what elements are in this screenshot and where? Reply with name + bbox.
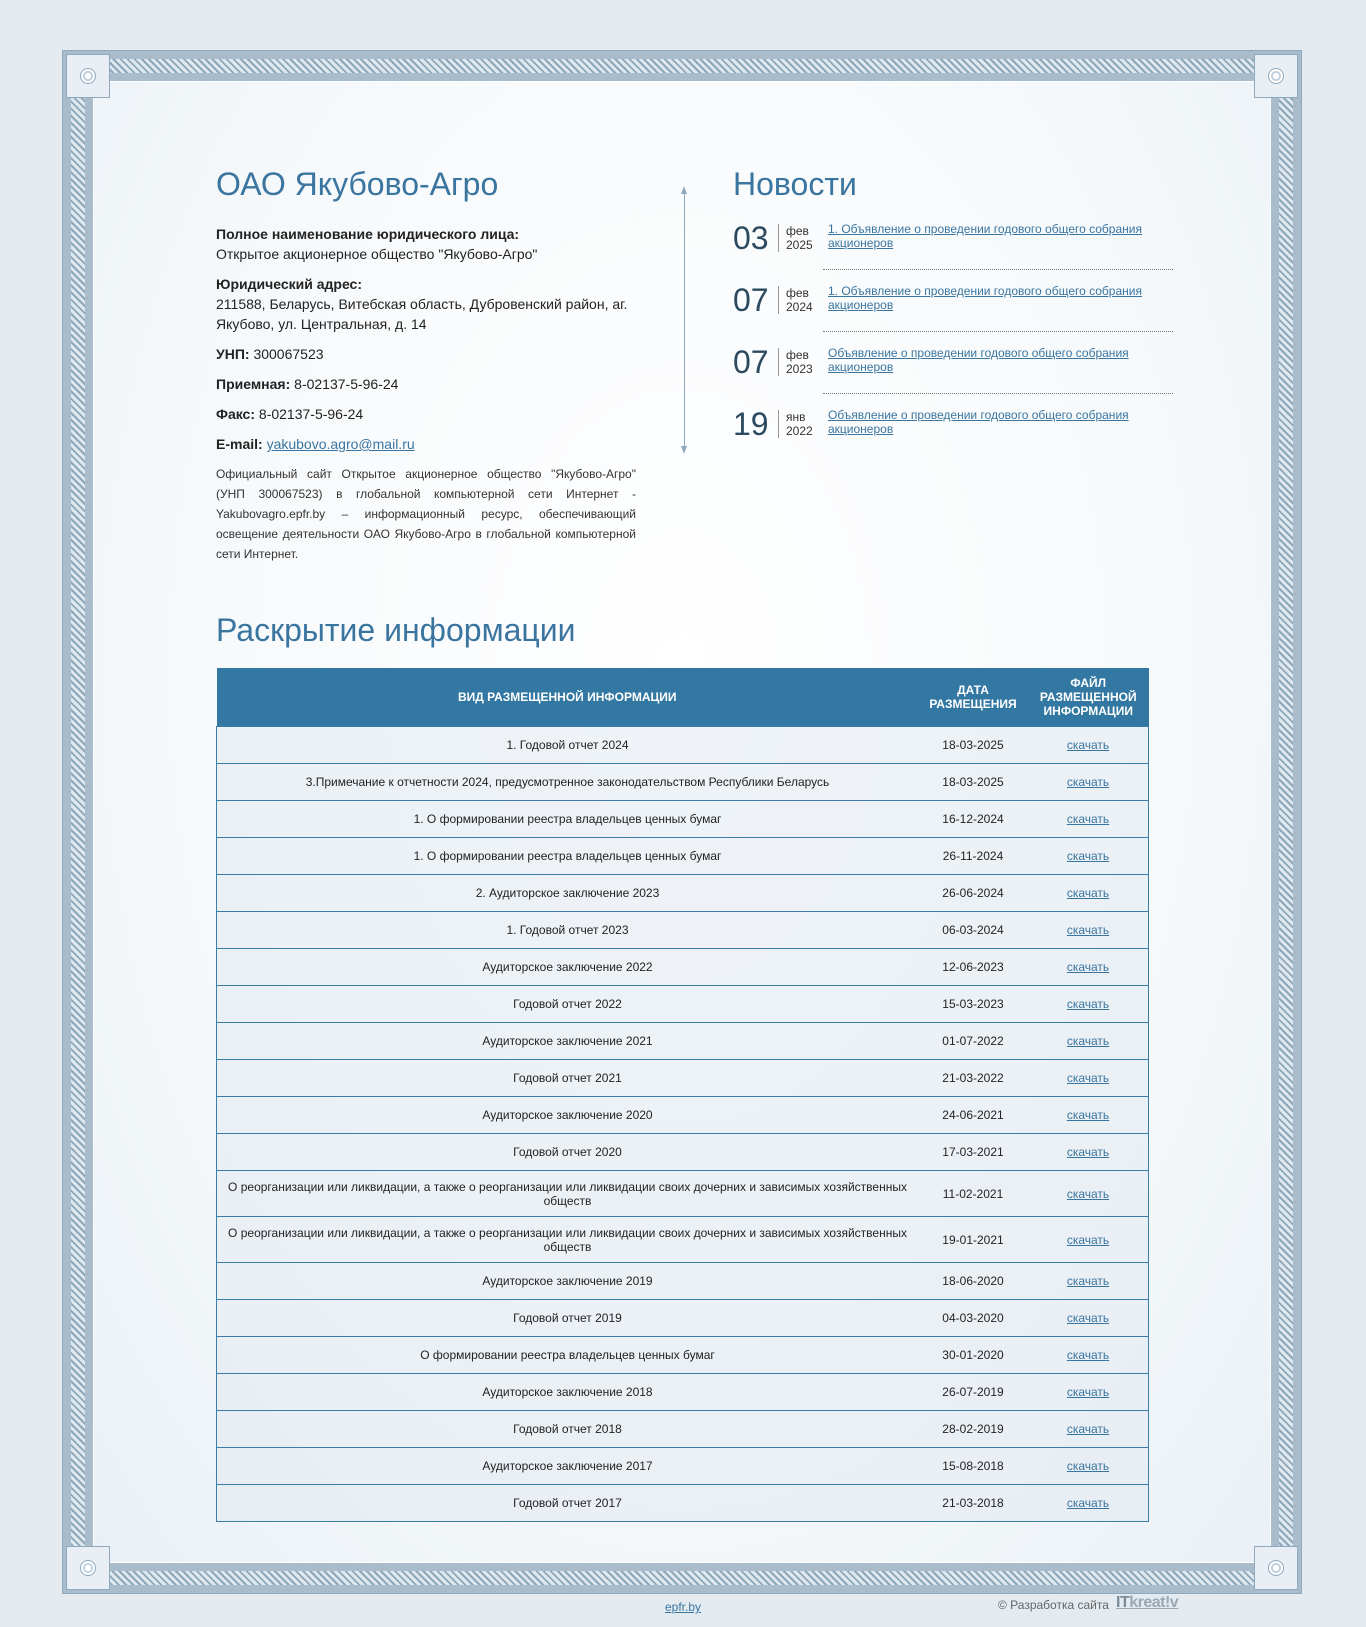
table-row (217, 949, 1149, 986)
unp-value: 300067523 (253, 346, 324, 362)
news-separator (823, 393, 1173, 394)
download-link[interactable]: скачать (1066, 1422, 1110, 1436)
row-file (1028, 1217, 1149, 1263)
download-link[interactable]: скачать (1066, 923, 1110, 937)
news-year: 2023 (786, 362, 813, 376)
news-month-year (778, 286, 813, 314)
fax-label: Факс: (216, 406, 256, 422)
row-file (1028, 986, 1149, 1023)
download-link[interactable]: скачать (1066, 997, 1110, 1011)
row-type: Годовой отчет 2022 (217, 986, 919, 1023)
row-file (1028, 875, 1149, 912)
download-link[interactable]: скачать (1066, 849, 1110, 863)
table-row (217, 1337, 1149, 1374)
row-type: Годовой отчет 2019 (217, 1300, 919, 1337)
about-text: Официальный сайт Открытое акционерное общество "Якубово-Агро" (УНП 300067523) в глобальной компьютерной сети Интернет - Yakubovagro.epfr.by – информационный ресурс, обеспечивающий освещение деятельности ОАО Якубово-Агро в глобальной компьютерной сети Интернет. (216, 467, 636, 561)
table-row (217, 875, 1149, 912)
table-row (217, 1448, 1149, 1485)
row-date: 24-06-2021 (918, 1097, 1028, 1134)
row-date: 12-06-2023 (918, 949, 1028, 986)
row-type: О реорганизации или ликвидации, а также о реорганизации или ликвидации своих дочерних и зависимых хозяйственных обществ (217, 1217, 919, 1263)
row-type: 3.Примечание к отчетности 2024, предусмотренное законодательством Республики Беларусь (217, 764, 919, 801)
footer-epfr-link[interactable]: epfr.by (665, 1600, 702, 1614)
row-file (1028, 1171, 1149, 1217)
column-divider (684, 190, 685, 450)
news-day: 07 (733, 282, 769, 318)
header-date: ДАТА РАЗМЕЩЕНИЯ (918, 668, 1028, 727)
table-row (217, 1171, 1149, 1217)
table-row (217, 1060, 1149, 1097)
table-row (217, 801, 1149, 838)
company-title: ОАО Якубово-Агро (216, 166, 499, 202)
table-row (217, 1097, 1149, 1134)
news-month-year (778, 348, 813, 376)
full-name-value: Открытое акционерное общество "Якубово-Агро" (216, 246, 538, 262)
table-row (217, 1134, 1149, 1171)
news-item (733, 340, 1173, 402)
header-file: ФАЙЛ РАЗМЕЩЕННОЙ ИНФОРМАЦИИ (1028, 668, 1149, 727)
row-file (1028, 1374, 1149, 1411)
news-link[interactable]: 1. Объявление о проведении годового общего собрания акционеров (828, 222, 1142, 250)
row-type: О реорганизации или ликвидации, а также о реорганизации или ликвидации своих дочерних и зависимых хозяйственных обществ (217, 1171, 919, 1217)
download-link[interactable]: скачать (1066, 886, 1110, 900)
disclosure-table (216, 668, 1149, 1522)
row-file (1028, 764, 1149, 801)
email-label: E-mail: (216, 436, 263, 452)
news-month: фев (786, 348, 809, 362)
row-type: 1. О формировании реестра владельцев ценных бумаг (217, 801, 919, 838)
news-list (733, 216, 1173, 464)
row-file (1028, 1023, 1149, 1060)
fax-value: 8-02137-5-96-24 (258, 406, 364, 422)
address-value: 211588, Беларусь, Витебская область, Дубровенский район, аг. Якубово, ул. Центральная, д. 14 (216, 296, 628, 332)
download-link[interactable]: скачать (1066, 738, 1110, 752)
news-title: Новости (733, 166, 857, 202)
logo-it-text: IT (1116, 1594, 1130, 1611)
table-row (217, 727, 1149, 764)
download-link[interactable]: скачать (1066, 1108, 1110, 1122)
table-row (217, 838, 1149, 875)
address-label: Юридический адрес: (216, 276, 362, 292)
row-date: 15-03-2023 (918, 986, 1028, 1023)
row-type: Годовой отчет 2020 (217, 1134, 919, 1171)
row-file (1028, 801, 1149, 838)
news-link[interactable]: 1. Объявление о проведении годового общего собрания акционеров (828, 284, 1142, 312)
row-date: 11-02-2021 (918, 1171, 1028, 1217)
logo-rest-text: kreat!v (1129, 1594, 1179, 1611)
email-link[interactable]: yakubovo.agro@mail.ru (266, 436, 415, 452)
row-file (1028, 949, 1149, 986)
download-link[interactable]: скачать (1066, 812, 1110, 826)
row-type: 1. Годовой отчет 2023 (217, 912, 919, 949)
table-row (217, 986, 1149, 1023)
table-row (217, 1263, 1149, 1300)
row-file (1028, 1337, 1149, 1374)
row-date: 18-03-2025 (918, 727, 1028, 764)
row-type: 1. Годовой отчет 2024 (217, 727, 919, 764)
news-item (733, 216, 1173, 278)
row-date: 06-03-2024 (918, 912, 1028, 949)
row-type: Годовой отчет 2017 (217, 1485, 919, 1522)
download-link[interactable]: скачать (1066, 1274, 1110, 1288)
row-type: Годовой отчет 2018 (217, 1411, 919, 1448)
news-separator (823, 331, 1173, 332)
news-month: фев (786, 286, 809, 300)
row-file (1028, 838, 1149, 875)
table-row (217, 1300, 1149, 1337)
table-header-row (217, 668, 1149, 727)
row-date: 30-01-2020 (918, 1337, 1028, 1374)
row-type: 1. О формировании реестра владельцев ценных бумаг (217, 838, 919, 875)
row-file (1028, 912, 1149, 949)
download-link[interactable]: скачать (1066, 1145, 1110, 1159)
news-month-year (778, 224, 813, 252)
row-file (1028, 727, 1149, 764)
company-info (216, 224, 636, 564)
row-file (1028, 1411, 1149, 1448)
news-year: 2024 (786, 300, 813, 314)
news-year: 2022 (786, 424, 813, 438)
row-date: 01-07-2022 (918, 1023, 1028, 1060)
row-date: 18-06-2020 (918, 1263, 1028, 1300)
row-date: 26-06-2024 (918, 875, 1028, 912)
full-name-label: Полное наименование юридического лица: (216, 226, 520, 242)
download-link[interactable]: скачать (1066, 1232, 1110, 1247)
row-date: 17-03-2021 (918, 1134, 1028, 1171)
row-type: Аудиторское заключение 2021 (217, 1023, 919, 1060)
download-link[interactable]: скачать (1066, 960, 1110, 974)
row-type: Аудиторское заключение 2020 (217, 1097, 919, 1134)
table-row (217, 912, 1149, 949)
row-type: Аудиторское заключение 2018 (217, 1374, 919, 1411)
row-date: 28-02-2019 (918, 1411, 1028, 1448)
disclosure-title: Раскрытие информации (216, 612, 576, 648)
unp-label: УНП: (216, 346, 250, 362)
reception-value: 8-02137-5-96-24 (294, 376, 399, 392)
row-date: 19-01-2021 (918, 1217, 1028, 1263)
row-date: 26-07-2019 (918, 1374, 1028, 1411)
row-date: 15-08-2018 (918, 1448, 1028, 1485)
row-file (1028, 1263, 1149, 1300)
row-file (1028, 1448, 1149, 1485)
row-type: О формировании реестра владельцев ценных бумаг (217, 1337, 919, 1374)
news-item (733, 402, 1173, 464)
table-row (217, 1023, 1149, 1060)
row-type: Аудиторское заключение 2022 (217, 949, 919, 986)
download-link[interactable]: скачать (1066, 775, 1110, 789)
row-type: 2. Аудиторское заключение 2023 (217, 875, 919, 912)
download-link[interactable]: скачать (1066, 1034, 1110, 1048)
footer-developer-label: © Разработка сайта (998, 1598, 1109, 1612)
row-type: Аудиторское заключение 2017 (217, 1448, 919, 1485)
download-link[interactable]: скачать (1066, 1385, 1110, 1399)
table-row (217, 1411, 1149, 1448)
row-date: 21-03-2018 (918, 1485, 1028, 1522)
news-year: 2025 (786, 238, 813, 252)
row-date: 21-03-2022 (918, 1060, 1028, 1097)
table-row (217, 764, 1149, 801)
row-type: Аудиторское заключение 2019 (217, 1263, 919, 1300)
download-link[interactable]: скачать (1066, 1311, 1110, 1325)
table-row (217, 1485, 1149, 1522)
news-month: фев (786, 224, 809, 238)
news-link[interactable]: Объявление о проведении годового общего собрания акционеров (828, 408, 1129, 436)
download-link[interactable]: скачать (1066, 1348, 1110, 1362)
news-month: янв (786, 410, 806, 424)
news-day: 19 (733, 406, 769, 442)
download-link[interactable]: скачать (1066, 1186, 1110, 1201)
row-file (1028, 1097, 1149, 1134)
download-link[interactable]: скачать (1066, 1496, 1110, 1510)
developer-logo[interactable] (1116, 1594, 1178, 1612)
news-day: 03 (733, 220, 769, 256)
row-file (1028, 1134, 1149, 1171)
row-date: 16-12-2024 (918, 801, 1028, 838)
download-link[interactable]: скачать (1066, 1071, 1110, 1085)
header-type: ВИД РАЗМЕЩЕННОЙ ИНФОРМАЦИИ (217, 668, 919, 727)
row-date: 18-03-2025 (918, 764, 1028, 801)
row-file (1028, 1300, 1149, 1337)
table-row (217, 1374, 1149, 1411)
news-separator (823, 269, 1173, 270)
row-date: 04-03-2020 (918, 1300, 1028, 1337)
row-type: Годовой отчет 2021 (217, 1060, 919, 1097)
row-file (1028, 1060, 1149, 1097)
news-link[interactable]: Объявление о проведении годового общего собрания акционеров (828, 346, 1129, 374)
news-month-year (778, 410, 813, 438)
news-day: 07 (733, 344, 769, 380)
reception-label: Приемная: (216, 376, 291, 392)
news-item (733, 278, 1173, 340)
download-link[interactable]: скачать (1066, 1459, 1110, 1473)
row-file (1028, 1485, 1149, 1522)
row-date: 26-11-2024 (918, 838, 1028, 875)
table-row (217, 1217, 1149, 1263)
